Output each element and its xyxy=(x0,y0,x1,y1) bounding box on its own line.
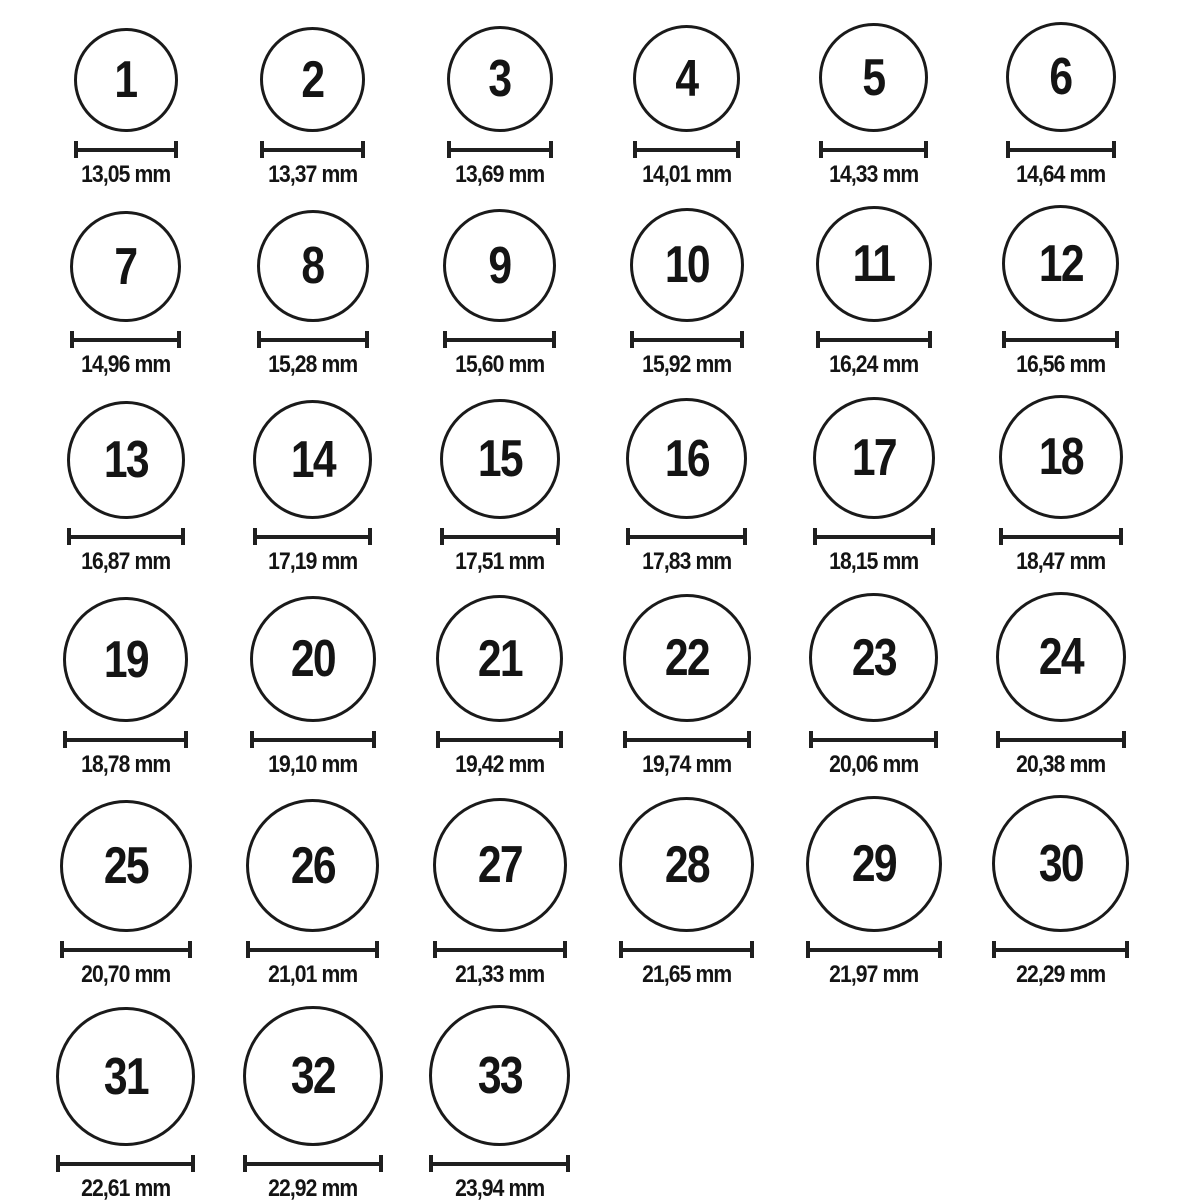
measure-bar xyxy=(820,338,928,342)
ring-circle xyxy=(257,210,369,322)
measure-tick-right-icon xyxy=(188,941,192,958)
diameter-label: 15,60 mm xyxy=(454,351,545,378)
measure-bar xyxy=(64,948,188,952)
diameter-label: 17,83 mm xyxy=(641,548,732,575)
measure-bar xyxy=(634,338,740,342)
ring-circle xyxy=(253,400,372,519)
measure-bar xyxy=(451,148,549,152)
ring-circle xyxy=(67,401,185,519)
measure-bar xyxy=(813,738,934,742)
ring-size-number: 21 xyxy=(477,629,522,688)
measure-tick-right-icon xyxy=(184,731,188,748)
ring-size-item xyxy=(219,210,406,379)
diameter-label: 20,38 mm xyxy=(1015,751,1106,778)
diameter-label: 15,28 mm xyxy=(267,351,358,378)
measure-tick-right-icon xyxy=(736,141,740,158)
ring-size-item xyxy=(406,209,593,379)
ring-size-item xyxy=(593,398,780,576)
ring-size-item xyxy=(593,594,780,779)
ring-size-item xyxy=(406,798,593,989)
diameter-measure-line xyxy=(819,141,928,158)
ring-size-item xyxy=(967,795,1154,989)
diameter-measure-line xyxy=(443,331,556,348)
ring-size-item xyxy=(219,799,406,989)
diameter-measure-line xyxy=(436,731,563,748)
ring-size-number: 1 xyxy=(114,51,137,109)
diameter-label: 21,01 mm xyxy=(267,961,358,988)
measure-tick-right-icon xyxy=(740,331,744,348)
diameter-label: 16,24 mm xyxy=(828,351,919,378)
diameter-label: 13,37 mm xyxy=(267,161,358,188)
diameter-measure-line xyxy=(816,331,932,348)
ring-size-number: 4 xyxy=(675,49,698,108)
ring-size-item xyxy=(32,597,219,779)
ring-circle xyxy=(996,592,1126,722)
ring-size-number: 32 xyxy=(290,1047,335,1105)
measure-tick-right-icon xyxy=(365,331,369,348)
measure-tick-right-icon xyxy=(191,1155,195,1172)
ring-circle xyxy=(813,397,935,519)
diameter-measure-line xyxy=(440,528,560,545)
ring-size-number: 10 xyxy=(664,236,709,294)
ring-circle xyxy=(70,211,181,322)
measure-bar xyxy=(250,948,375,952)
ring-circle xyxy=(999,395,1123,519)
measure-tick-right-icon xyxy=(174,141,178,158)
measure-tick-right-icon xyxy=(379,1155,383,1172)
diameter-measure-line xyxy=(999,528,1123,545)
diameter-measure-line xyxy=(60,941,192,958)
diameter-label: 21,65 mm xyxy=(641,961,732,988)
measure-bar xyxy=(1010,148,1112,152)
diameter-label: 17,51 mm xyxy=(454,548,545,575)
measure-tick-right-icon xyxy=(928,331,932,348)
diameter-measure-line xyxy=(257,331,369,348)
measure-bar xyxy=(817,535,931,539)
ring-circle xyxy=(443,209,556,322)
diameter-measure-line xyxy=(260,141,365,158)
ring-circle xyxy=(633,25,740,132)
ring-size-item xyxy=(593,25,780,189)
diameter-measure-line xyxy=(619,941,754,958)
measure-tick-right-icon xyxy=(938,941,942,958)
diameter-label: 22,61 mm xyxy=(80,1175,171,1200)
ring-size-item xyxy=(406,595,593,779)
measure-bar xyxy=(996,948,1125,952)
diameter-label: 21,97 mm xyxy=(828,961,919,988)
measure-bar xyxy=(261,338,365,342)
ring-size-number: 9 xyxy=(488,236,511,295)
ring-circle xyxy=(260,27,365,132)
measure-bar xyxy=(1006,338,1115,342)
measure-bar xyxy=(264,148,361,152)
measure-tick-right-icon xyxy=(552,331,556,348)
diameter-label: 18,15 mm xyxy=(828,548,919,575)
diameter-measure-line xyxy=(433,941,567,958)
ring-size-number: 6 xyxy=(1049,48,1072,106)
ring-size-item xyxy=(780,796,967,989)
measure-bar xyxy=(437,948,563,952)
measure-tick-right-icon xyxy=(743,528,747,545)
measure-bar xyxy=(71,535,181,539)
diameter-measure-line xyxy=(809,731,938,748)
diameter-measure-line xyxy=(74,141,178,158)
ring-circle xyxy=(243,1006,383,1146)
diameter-measure-line xyxy=(63,731,188,748)
ring-size-number: 27 xyxy=(477,836,522,894)
ring-size-number: 31 xyxy=(103,1047,148,1106)
diameter-measure-line xyxy=(1006,141,1116,158)
ring-size-item xyxy=(32,401,219,576)
ring-size-number: 7 xyxy=(114,237,137,296)
ring-size-item xyxy=(219,596,406,779)
diameter-label: 19,42 mm xyxy=(454,751,545,778)
diameter-measure-line xyxy=(243,1155,383,1172)
diameter-label: 20,70 mm xyxy=(80,961,171,988)
diameter-label: 14,64 mm xyxy=(1015,161,1106,188)
diameter-label: 14,33 mm xyxy=(828,161,919,188)
ring-size-number: 15 xyxy=(477,430,522,488)
measure-bar xyxy=(257,535,368,539)
ring-size-number: 20 xyxy=(290,630,335,688)
measure-tick-right-icon xyxy=(1119,528,1123,545)
diameter-measure-line xyxy=(996,731,1126,748)
ring-size-number: 12 xyxy=(1038,234,1083,293)
ring-circle xyxy=(619,797,754,932)
ring-size-number: 22 xyxy=(664,629,709,687)
diameter-label: 14,96 mm xyxy=(80,351,171,378)
measure-bar xyxy=(627,738,747,742)
measure-bar xyxy=(74,338,177,342)
diameter-label: 18,47 mm xyxy=(1015,548,1106,575)
measure-tick-right-icon xyxy=(549,141,553,158)
diameter-measure-line xyxy=(992,941,1129,958)
ring-circle xyxy=(816,206,932,322)
measure-bar xyxy=(1000,738,1122,742)
measure-bar xyxy=(433,1162,566,1166)
ring-size-item xyxy=(406,399,593,576)
ring-circle xyxy=(429,1005,570,1146)
measure-bar xyxy=(60,1162,191,1166)
diameter-label: 14,01 mm xyxy=(641,161,732,188)
diameter-measure-line xyxy=(1002,331,1119,348)
ring-size-item xyxy=(967,395,1154,576)
diameter-label: 22,29 mm xyxy=(1015,961,1106,988)
ring-size-number: 30 xyxy=(1038,834,1083,893)
ring-size-number: 19 xyxy=(103,630,148,689)
ring-circle xyxy=(630,208,744,322)
diameter-measure-line xyxy=(623,731,751,748)
ring-size-item xyxy=(406,26,593,189)
diameter-label: 18,78 mm xyxy=(80,751,171,778)
ring-size-item xyxy=(780,206,967,379)
measure-bar xyxy=(67,738,184,742)
ring-circle xyxy=(447,26,553,132)
ring-size-number: 24 xyxy=(1038,628,1083,686)
measure-bar xyxy=(254,738,372,742)
ring-size-number: 23 xyxy=(851,628,896,687)
ring-size-item xyxy=(967,205,1154,379)
ring-circle xyxy=(1002,205,1119,322)
ring-size-item xyxy=(406,1005,593,1200)
diameter-label: 19,74 mm xyxy=(641,751,732,778)
ring-size-number: 13 xyxy=(103,431,148,489)
measure-tick-right-icon xyxy=(1122,731,1126,748)
ring-circle xyxy=(623,594,751,722)
measure-bar xyxy=(630,535,743,539)
ring-size-number: 2 xyxy=(301,50,324,109)
diameter-label: 16,56 mm xyxy=(1015,351,1106,378)
ring-circle xyxy=(1006,22,1116,132)
measure-tick-right-icon xyxy=(563,941,567,958)
diameter-label: 23,94 mm xyxy=(454,1175,545,1200)
measure-tick-right-icon xyxy=(1125,941,1129,958)
measure-tick-right-icon xyxy=(934,731,938,748)
measure-bar xyxy=(810,948,938,952)
measure-bar xyxy=(823,148,924,152)
ring-circle xyxy=(74,28,178,132)
ring-circle xyxy=(809,593,938,722)
ring-size-item xyxy=(219,27,406,189)
ring-size-item xyxy=(32,1007,219,1200)
diameter-measure-line xyxy=(813,528,935,545)
measure-tick-right-icon xyxy=(566,1155,570,1172)
ring-size-item xyxy=(780,397,967,576)
measure-bar xyxy=(447,338,552,342)
ring-size-number: 3 xyxy=(488,50,511,108)
ring-circle xyxy=(440,399,560,519)
measure-tick-right-icon xyxy=(181,528,185,545)
measure-bar xyxy=(623,948,750,952)
diameter-label: 13,69 mm xyxy=(454,161,545,188)
ring-circle xyxy=(806,796,942,932)
measure-tick-right-icon xyxy=(1112,141,1116,158)
diameter-label: 16,87 mm xyxy=(80,548,171,575)
diameter-measure-line xyxy=(67,528,185,545)
measure-bar xyxy=(247,1162,379,1166)
measure-bar xyxy=(78,148,174,152)
measure-tick-right-icon xyxy=(177,331,181,348)
diameter-label: 19,10 mm xyxy=(267,751,358,778)
diameter-measure-line xyxy=(246,941,379,958)
diameter-measure-line xyxy=(630,331,744,348)
measure-tick-right-icon xyxy=(931,528,935,545)
ring-size-number: 14 xyxy=(290,430,335,489)
ring-size-number: 8 xyxy=(301,237,324,295)
diameter-measure-line xyxy=(70,331,181,348)
diameter-measure-line xyxy=(253,528,372,545)
measure-tick-right-icon xyxy=(375,941,379,958)
diameter-label: 20,06 mm xyxy=(828,751,919,778)
diameter-label: 15,92 mm xyxy=(641,351,732,378)
diameter-label: 21,33 mm xyxy=(454,961,545,988)
ring-size-number: 28 xyxy=(664,835,709,894)
measure-bar xyxy=(637,148,736,152)
ring-circle xyxy=(819,23,928,132)
ring-size-item xyxy=(219,1006,406,1200)
ring-circle xyxy=(433,798,567,932)
diameter-measure-line xyxy=(447,141,553,158)
diameter-measure-line xyxy=(806,941,942,958)
measure-tick-right-icon xyxy=(556,528,560,545)
ring-circle xyxy=(63,597,188,722)
measure-bar xyxy=(440,738,559,742)
ring-size-number: 29 xyxy=(851,835,896,893)
measure-tick-right-icon xyxy=(372,731,376,748)
ring-size-item xyxy=(32,28,219,189)
ring-size-number: 26 xyxy=(290,836,335,895)
diameter-label: 22,92 mm xyxy=(267,1175,358,1200)
ring-size-item xyxy=(32,211,219,379)
ring-size-item xyxy=(593,797,780,989)
ring-size-item xyxy=(780,593,967,779)
ring-size-item xyxy=(780,23,967,189)
ring-size-item xyxy=(593,208,780,379)
ring-circle xyxy=(56,1007,195,1146)
ring-circle xyxy=(250,596,376,722)
diameter-measure-line xyxy=(429,1155,570,1172)
ring-size-number: 11 xyxy=(852,235,895,293)
measure-tick-right-icon xyxy=(361,141,365,158)
diameter-label: 13,05 mm xyxy=(80,161,171,188)
ring-size-number: 25 xyxy=(103,837,148,895)
ring-size-number: 33 xyxy=(477,1046,522,1105)
ring-size-item xyxy=(219,400,406,576)
ring-size-item xyxy=(32,800,219,989)
measure-tick-right-icon xyxy=(750,941,754,958)
ring-circle xyxy=(436,595,563,722)
measure-bar xyxy=(1003,535,1119,539)
ring-size-number: 18 xyxy=(1038,428,1083,486)
measure-tick-right-icon xyxy=(368,528,372,545)
ring-circle xyxy=(60,800,192,932)
ring-circle xyxy=(992,795,1129,932)
ring-circle xyxy=(626,398,747,519)
measure-tick-right-icon xyxy=(559,731,563,748)
measure-tick-right-icon xyxy=(924,141,928,158)
ring-size-number: 5 xyxy=(862,48,885,107)
ring-size-number: 16 xyxy=(664,429,709,488)
ring-circle xyxy=(246,799,379,932)
measure-tick-right-icon xyxy=(1115,331,1119,348)
diameter-measure-line xyxy=(56,1155,195,1172)
measure-bar xyxy=(444,535,556,539)
diameter-measure-line xyxy=(250,731,376,748)
measure-tick-right-icon xyxy=(747,731,751,748)
ring-size-item xyxy=(967,22,1154,189)
ring-size-number: 17 xyxy=(851,429,896,487)
diameter-measure-line xyxy=(633,141,740,158)
diameter-label: 17,19 mm xyxy=(267,548,358,575)
diameter-measure-line xyxy=(626,528,747,545)
ring-size-item xyxy=(967,592,1154,779)
